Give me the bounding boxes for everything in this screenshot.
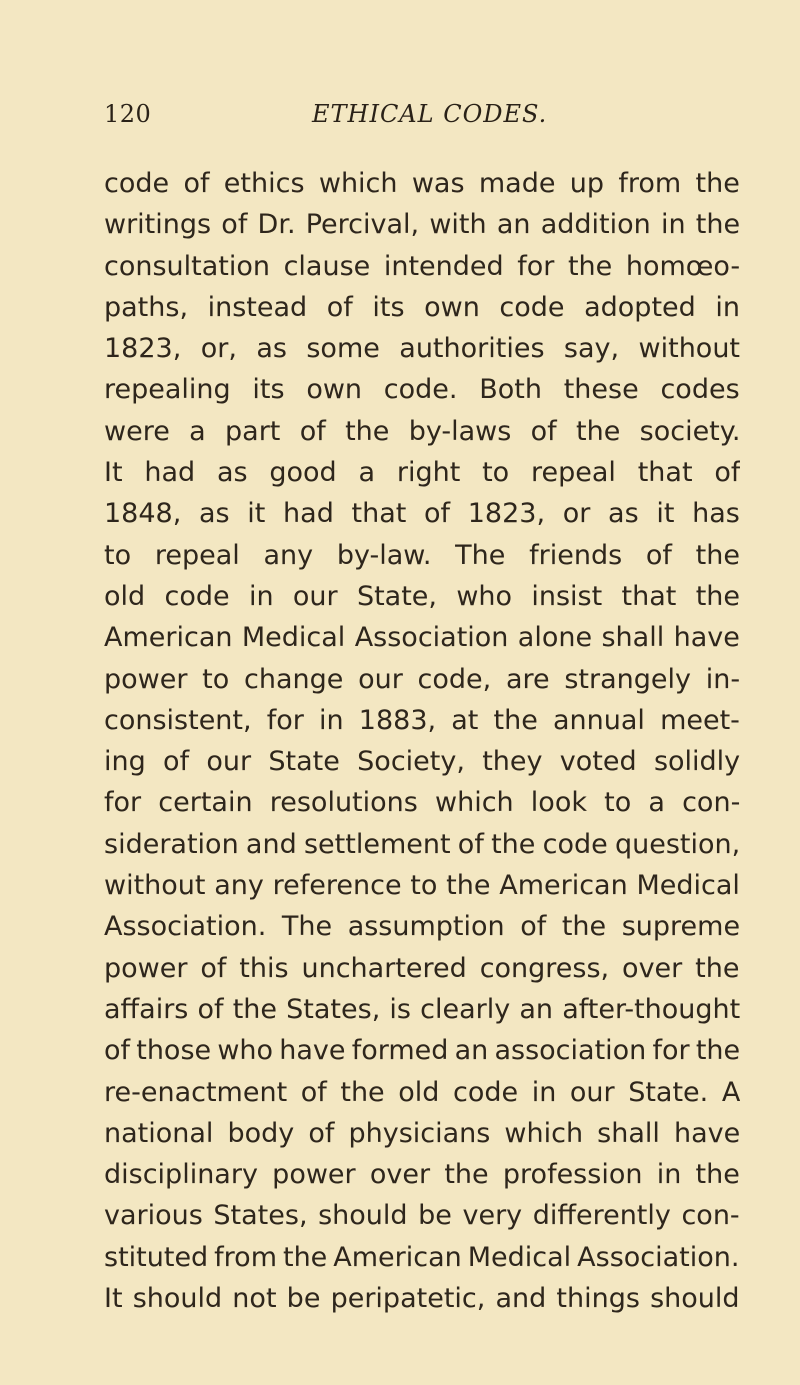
- text-line: affairs of the States, is clearly an after-thought: [104, 993, 740, 1025]
- text-line: power to change our code, are strangely in-: [104, 663, 740, 695]
- text-line: consultation clause intended for the homœo-: [104, 250, 740, 282]
- text-line: writings of Dr. Percival, with an addition in the: [104, 209, 740, 241]
- page-number: 120: [104, 100, 152, 128]
- body-text: [104, 163, 740, 1319]
- running-head: ETHICAL CODES.: [312, 100, 548, 128]
- text-line: code of ethics which was made up from the: [104, 168, 740, 199]
- text-line: sideration and settlement of the code question,: [104, 828, 740, 860]
- text-line: repealing its own code. Both these codes: [104, 374, 740, 406]
- text-line: without any reference to the American Medical: [104, 870, 740, 902]
- text-line: power of this unchartered congress, over the: [104, 952, 740, 984]
- text-line: disciplinary power over the profession in the: [104, 1159, 740, 1191]
- text-line: stituted from the American Medical Association.: [104, 1241, 740, 1273]
- text-line: 1848, as it had that of 1823, or as it has: [104, 498, 740, 530]
- text-line: were a part of the by-laws of the society.: [104, 415, 740, 447]
- text-line: ing of our State Society, they voted solidly: [104, 746, 740, 778]
- text-line: 1823, or, as some authorities say, without: [104, 333, 740, 365]
- text-line: to repeal any by-law. The friends of the: [104, 539, 740, 571]
- text-line: re-enactment of the old code in our State. A: [104, 1076, 740, 1108]
- text-line: paths, instead of its own code adopted in: [104, 291, 740, 323]
- text-line: It had as good a right to repeal that of: [104, 457, 740, 489]
- page-header: [104, 100, 704, 140]
- text-line: American Medical Association alone shall have: [104, 622, 740, 654]
- text-line: It should not be peripatetic, and things should: [104, 1283, 740, 1315]
- text-line: for certain resolutions which look to a con-: [104, 787, 740, 819]
- text-line: of those who have formed an association for the: [104, 1035, 740, 1067]
- text-line: various States, should be very differently con-: [104, 1200, 740, 1232]
- text-line: national body of physicians which shall have: [104, 1117, 740, 1149]
- text-line: old code in our State, who insist that the: [104, 580, 740, 612]
- text-line: Association. The assumption of the supreme: [104, 911, 740, 943]
- text-line: consistent, for in 1883, at the annual meet-: [104, 704, 740, 736]
